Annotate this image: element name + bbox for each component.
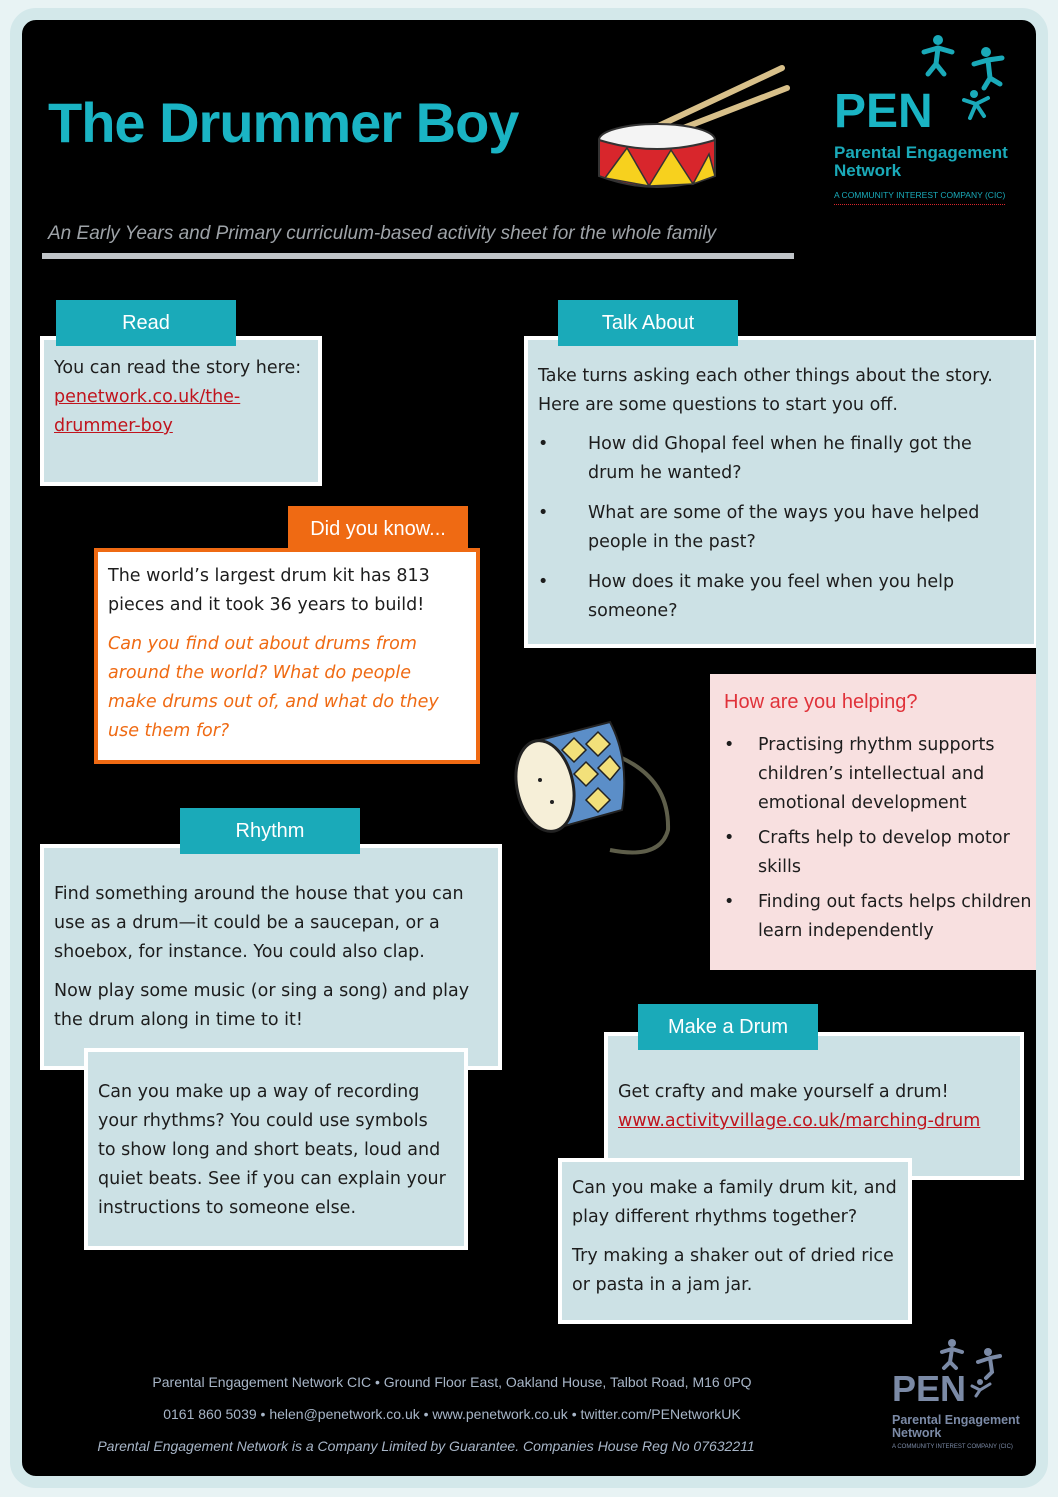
- did-you-know-box: [94, 548, 480, 764]
- fact-text: The world’s largest drum kit has 813 pieces and it took 36 years to build!: [108, 566, 430, 615]
- fact-question: Can you find out about drums from around the world? What do people make drums out of, and what do they use them for?: [108, 634, 439, 741]
- page-title: The Drummer Boy: [48, 91, 519, 154]
- footer-contact: 0161 860 5039 • helen@penetwork.co.uk • www.penetwork.co.uk • twitter.com/PENetworkUK: [163, 1406, 741, 1422]
- logo-acronym: PEN: [834, 85, 933, 138]
- footer-legal: Parental Engagement Network is a Company Limited by Guarantee. Companies House Reg No 07632211: [97, 1438, 755, 1454]
- talk-about-box: [524, 336, 1038, 648]
- logo-tagline: A COMMUNITY INTEREST COMPANY (CIC): [834, 190, 1005, 205]
- list-item: • Practising rhythm supports children’s intellectual and emotional development: [724, 735, 995, 813]
- shaker-text: Try making a shaker out of dried rice or pasta in a jam jar.: [572, 1246, 894, 1295]
- talk-question-list: [538, 430, 1024, 626]
- make-drum-extension-box: [558, 1158, 912, 1324]
- helping-box: [710, 674, 1048, 970]
- logo-tagline: A COMMUNITY INTEREST COMPANY (CIC): [892, 1444, 1013, 1450]
- list-item: • How did Ghopal feel when he finally got the drum he wanted?: [538, 434, 972, 483]
- subtitle-divider: [42, 253, 794, 259]
- helping-heading: How are you helping?: [724, 691, 918, 713]
- did-you-know-heading: Did you know...: [288, 506, 468, 552]
- rhythm-play: Now play some music (or sing a song) and play the drum along in time to it!: [54, 981, 470, 1030]
- helping-list: [724, 731, 1048, 946]
- rhythm-extension-text: Can you make up a way of recording your rhythms? You could use symbols to show long and short beats, loud and quiet beats. See if you can explain your instructions to someone else.: [98, 1082, 446, 1218]
- footer-pen-logo: [882, 1338, 1032, 1458]
- footer-address: Parental Engagement Network CIC • Ground Floor East, Oakland House, Talbot Road, M16 0PQ: [152, 1374, 752, 1390]
- read-heading: Read: [56, 300, 236, 346]
- logo-name: Parental Engagement Network: [892, 1413, 1020, 1440]
- hand-drum-illustration: [500, 710, 700, 870]
- make-drum-heading: Make a Drum: [638, 1004, 818, 1050]
- drum-illustration: [587, 58, 797, 198]
- make-drum-link[interactable]: www.activityvillage.co.uk/marching-drum: [618, 1111, 981, 1131]
- rhythm-heading: Rhythm: [180, 808, 360, 854]
- drum-kit-text: Can you make a family drum kit, and play different rhythms together?: [572, 1178, 897, 1227]
- list-item: • How does it make you feel when you help someone?: [538, 572, 955, 621]
- list-item: • Crafts help to develop motor skills: [724, 828, 1010, 877]
- logo-acronym: PEN: [892, 1368, 967, 1409]
- pen-logo: [834, 34, 1034, 214]
- talk-about-heading: Talk About: [558, 300, 738, 346]
- read-text: You can read the story here:: [54, 358, 302, 378]
- list-item: • Finding out facts helps children learn independently: [724, 892, 1032, 941]
- page-subtitle: An Early Years and Primary curriculum-based activity sheet for the whole family: [48, 223, 717, 244]
- rhythm-box: [40, 844, 502, 1070]
- activity-sheet: [10, 8, 1048, 1488]
- logo-name: Parental Engagement Network: [834, 143, 1008, 180]
- read-box: [40, 336, 322, 486]
- make-drum-text: Get crafty and make yourself a drum!: [618, 1082, 949, 1102]
- rhythm-extension-box: [84, 1048, 468, 1250]
- rhythm-instruction: Find something around the house that you can use as a drum—it could be a saucepan, or a shoebox, for instance. You could also clap.: [54, 884, 464, 962]
- list-item: • What are some of the ways you have helped people in the past?: [538, 503, 980, 552]
- read-story-link[interactable]: penetwork.co.uk/the- drummer-boy: [54, 387, 241, 436]
- talk-intro: Take turns asking each other things about the story. Here are some questions to start you off.: [538, 366, 993, 415]
